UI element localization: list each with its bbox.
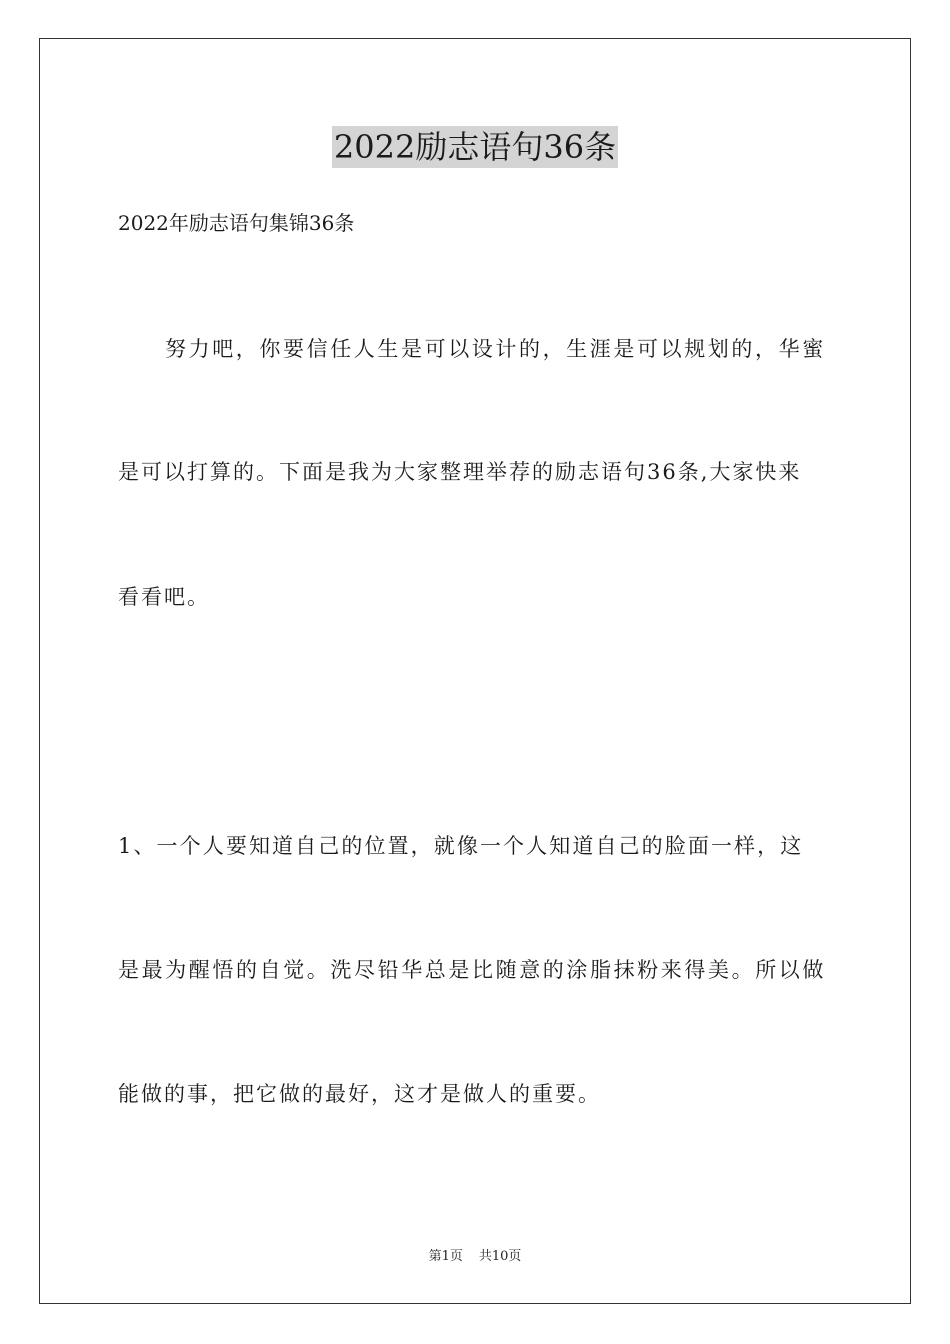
page-footer bbox=[0, 1248, 950, 1266]
item-1-line-2: 是最为醒悟的自觉。洗尽铅华总是比随意的涂脂抹粉来得美。所以做 bbox=[118, 958, 826, 982]
page-total: 共10页 bbox=[478, 1249, 522, 1264]
page-number: 第1页 bbox=[428, 1249, 463, 1264]
title-wrapper bbox=[0, 126, 950, 168]
intro-line-2: 是可以打算的。下面是我为大家整理举荐的励志语句36条,大家快来 bbox=[118, 460, 802, 484]
item-1-line-3: 能做的事，把它做的最好，这才是做人的重要。 bbox=[118, 1082, 601, 1106]
intro-line-1: 努力吧，你要信任人生是可以设计的，生涯是可以规划的，华蜜 bbox=[165, 337, 826, 361]
item-1-line-1: 1、一个人要知道自己的位置，就像一个人知道自己的脸面一样，这 bbox=[118, 834, 804, 858]
document-subtitle: 2022年励志语句集锦36条 bbox=[118, 211, 355, 235]
document-title: 2022励志语句36条 bbox=[333, 128, 617, 166]
intro-line-3: 看看吧。 bbox=[118, 585, 210, 609]
